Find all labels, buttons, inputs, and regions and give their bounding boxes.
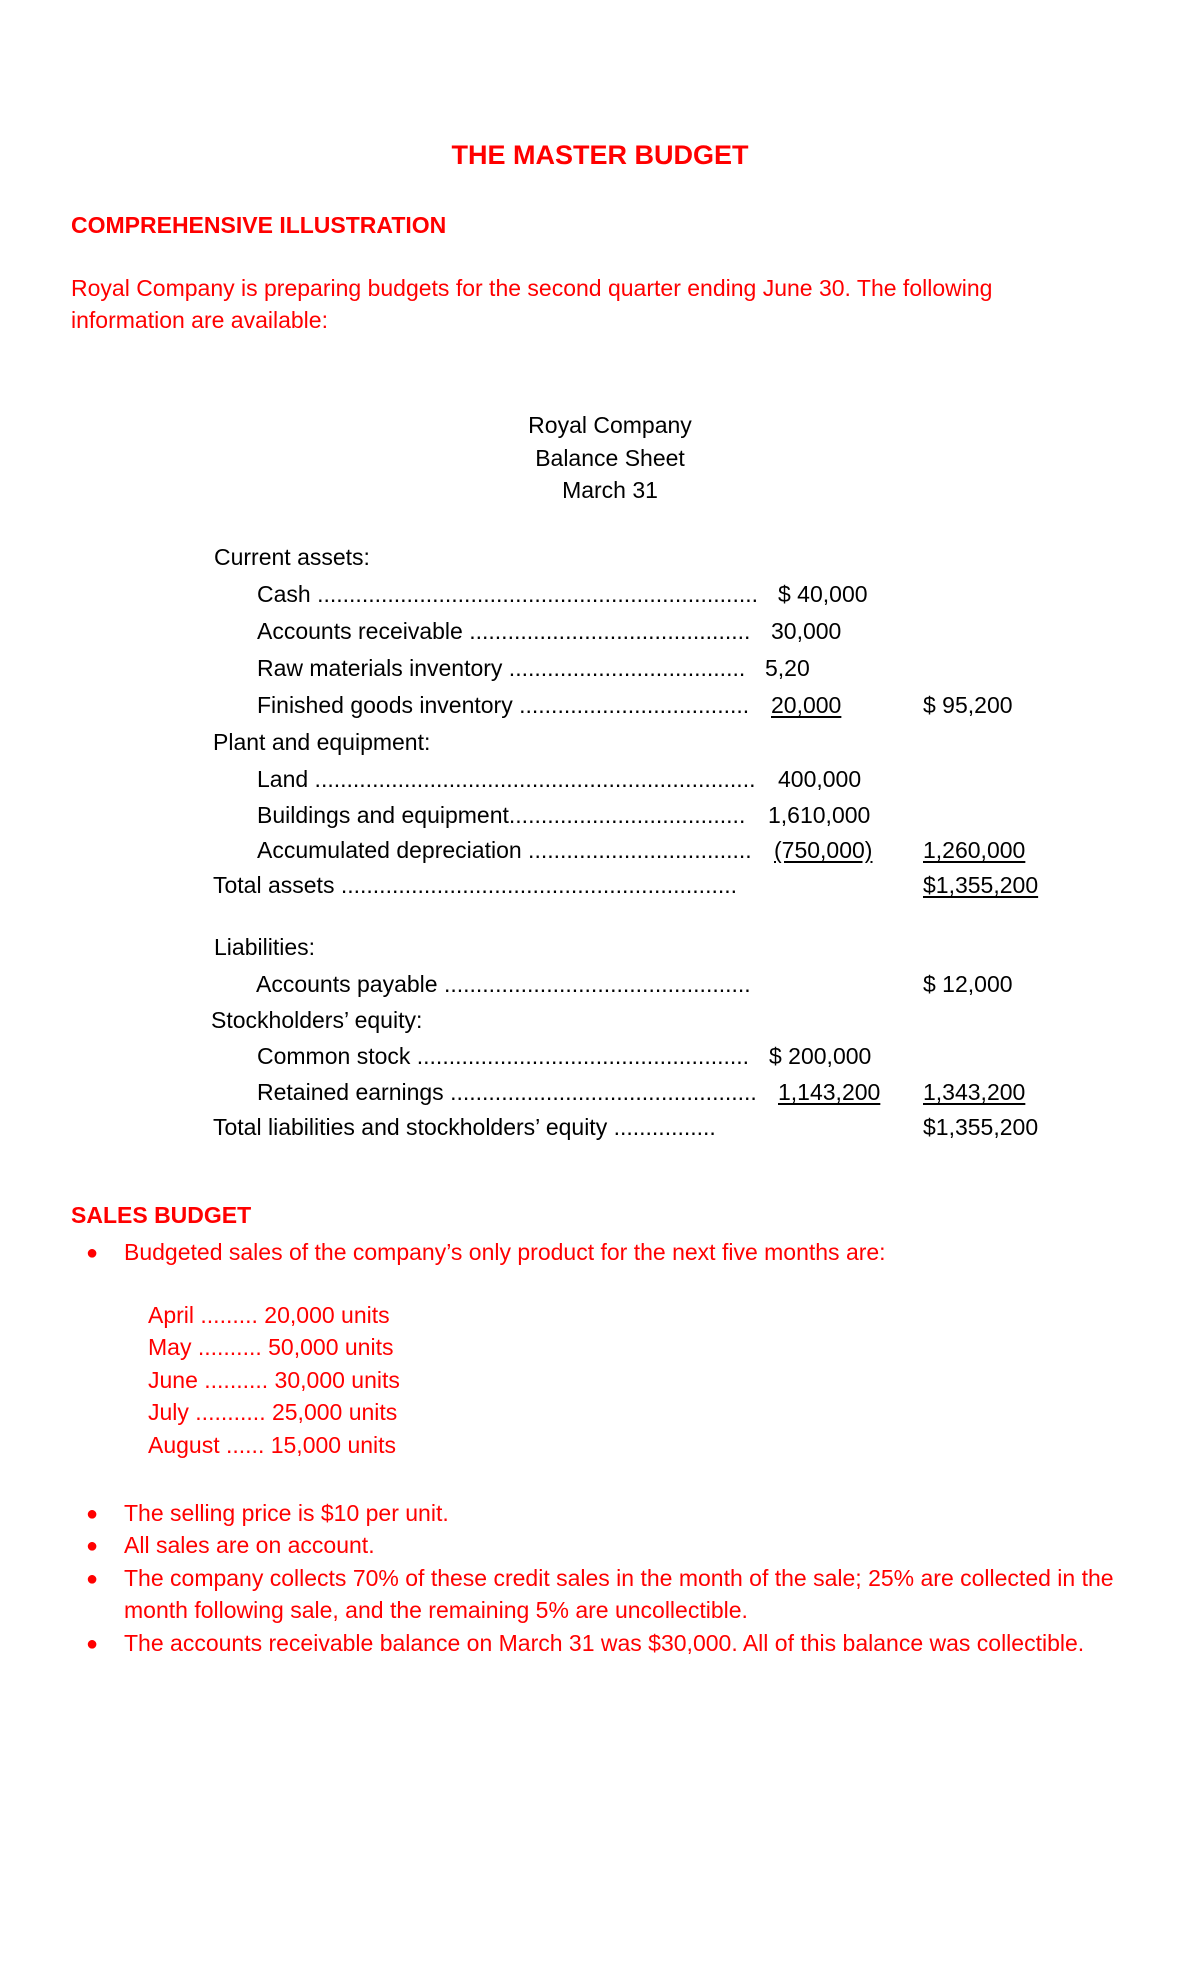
sales-month-row: July ........... 25,000 units — [148, 1399, 398, 1425]
liabilities-label: Liabilities: — [214, 934, 315, 960]
bullet-icon: ● — [86, 1242, 99, 1264]
current-assets-label: Current assets: — [214, 544, 370, 570]
raw-materials-amount: 5,20 — [765, 655, 810, 681]
buildings-amount: 1,610,000 — [768, 802, 871, 828]
cash-label: Cash ..................................................................... — [257, 581, 759, 607]
retained-earnings-label: Retained earnings ................................................ — [257, 1079, 757, 1105]
sales-month-row: May .......... 50,000 units — [148, 1334, 394, 1360]
sales-month-row: April ......... 20,000 units — [148, 1302, 390, 1328]
ar-amount: 30,000 — [771, 618, 842, 644]
bullet-icon: ● — [86, 1503, 99, 1525]
accum-dep-amount: (750,000) — [774, 837, 873, 863]
total-le-amount: $1,355,200 — [923, 1114, 1039, 1140]
ap-amount: $ 12,000 — [923, 971, 1013, 997]
finished-goods-label: Finished goods inventory .................................... — [257, 692, 750, 718]
current-assets-total: $ 95,200 — [923, 692, 1013, 718]
intro-paragraph: Royal Company is preparing budgets for the second quarter ending June 30. The following information are available: — [71, 275, 993, 333]
ar-label: Accounts receivable ............................................ — [257, 618, 751, 644]
finished-goods-amount: 20,000 — [771, 692, 842, 718]
list-item: The accounts receivable balance on March 31 was $30,000. All of this balance was collectible. — [124, 1630, 1085, 1656]
sales-month-row: August ...... 15,000 units — [148, 1432, 397, 1458]
equity-label: Stockholders’ equity: — [211, 1007, 423, 1033]
total-assets-label: Total assets .............................................................. — [213, 872, 738, 898]
section-heading-comprehensive: COMPREHENSIVE ILLUSTRATION — [71, 212, 447, 238]
balance-sheet-company: Royal Company — [528, 412, 692, 438]
balance-sheet-date: March 31 — [562, 477, 658, 503]
plant-total: 1,260,000 — [923, 837, 1026, 863]
bullet-icon: ● — [86, 1535, 99, 1557]
document-title: THE MASTER BUDGET — [451, 140, 749, 170]
raw-materials-label: Raw materials inventory ..................................... — [257, 655, 746, 681]
sales-month-row: June .......... 30,000 units — [148, 1367, 400, 1393]
bullet-icon: ● — [86, 1568, 99, 1590]
retained-earnings-amount: 1,143,200 — [778, 1079, 881, 1105]
buildings-label: Buildings and equipment..................................... — [257, 802, 746, 828]
list-item: The selling price is $10 per unit. — [124, 1500, 449, 1526]
plant-equipment-label: Plant and equipment: — [213, 729, 431, 755]
cash-amount: $ 40,000 — [778, 581, 868, 607]
bullet-icon: ● — [86, 1633, 99, 1655]
total-le-label: Total liabilities and stockholders’ equity ................ — [213, 1114, 716, 1140]
balance-sheet-title: Balance Sheet — [535, 445, 685, 471]
list-item: All sales are on account. — [124, 1532, 375, 1558]
section-heading-sales-budget: SALES BUDGET — [71, 1202, 252, 1228]
common-stock-label: Common stock .................................................... — [257, 1043, 750, 1069]
land-label: Land ..................................................................... — [257, 766, 756, 792]
equity-total: 1,343,200 — [923, 1079, 1026, 1105]
sales-intro-bullet: Budgeted sales of the company’s only product for the next five months are: — [124, 1239, 886, 1265]
common-stock-amount: $ 200,000 — [769, 1043, 872, 1069]
list-item: The company collects 70% of these credit sales in the month of the sale; 25% are collected in the month following sale, and the remaining 5% are uncollectible. — [124, 1565, 1114, 1623]
accum-dep-label: Accumulated depreciation ................................... — [257, 837, 752, 863]
ap-label: Accounts payable ................................................ — [256, 971, 751, 997]
total-assets-amount: $1,355,200 — [923, 872, 1039, 898]
land-amount: 400,000 — [778, 766, 862, 792]
